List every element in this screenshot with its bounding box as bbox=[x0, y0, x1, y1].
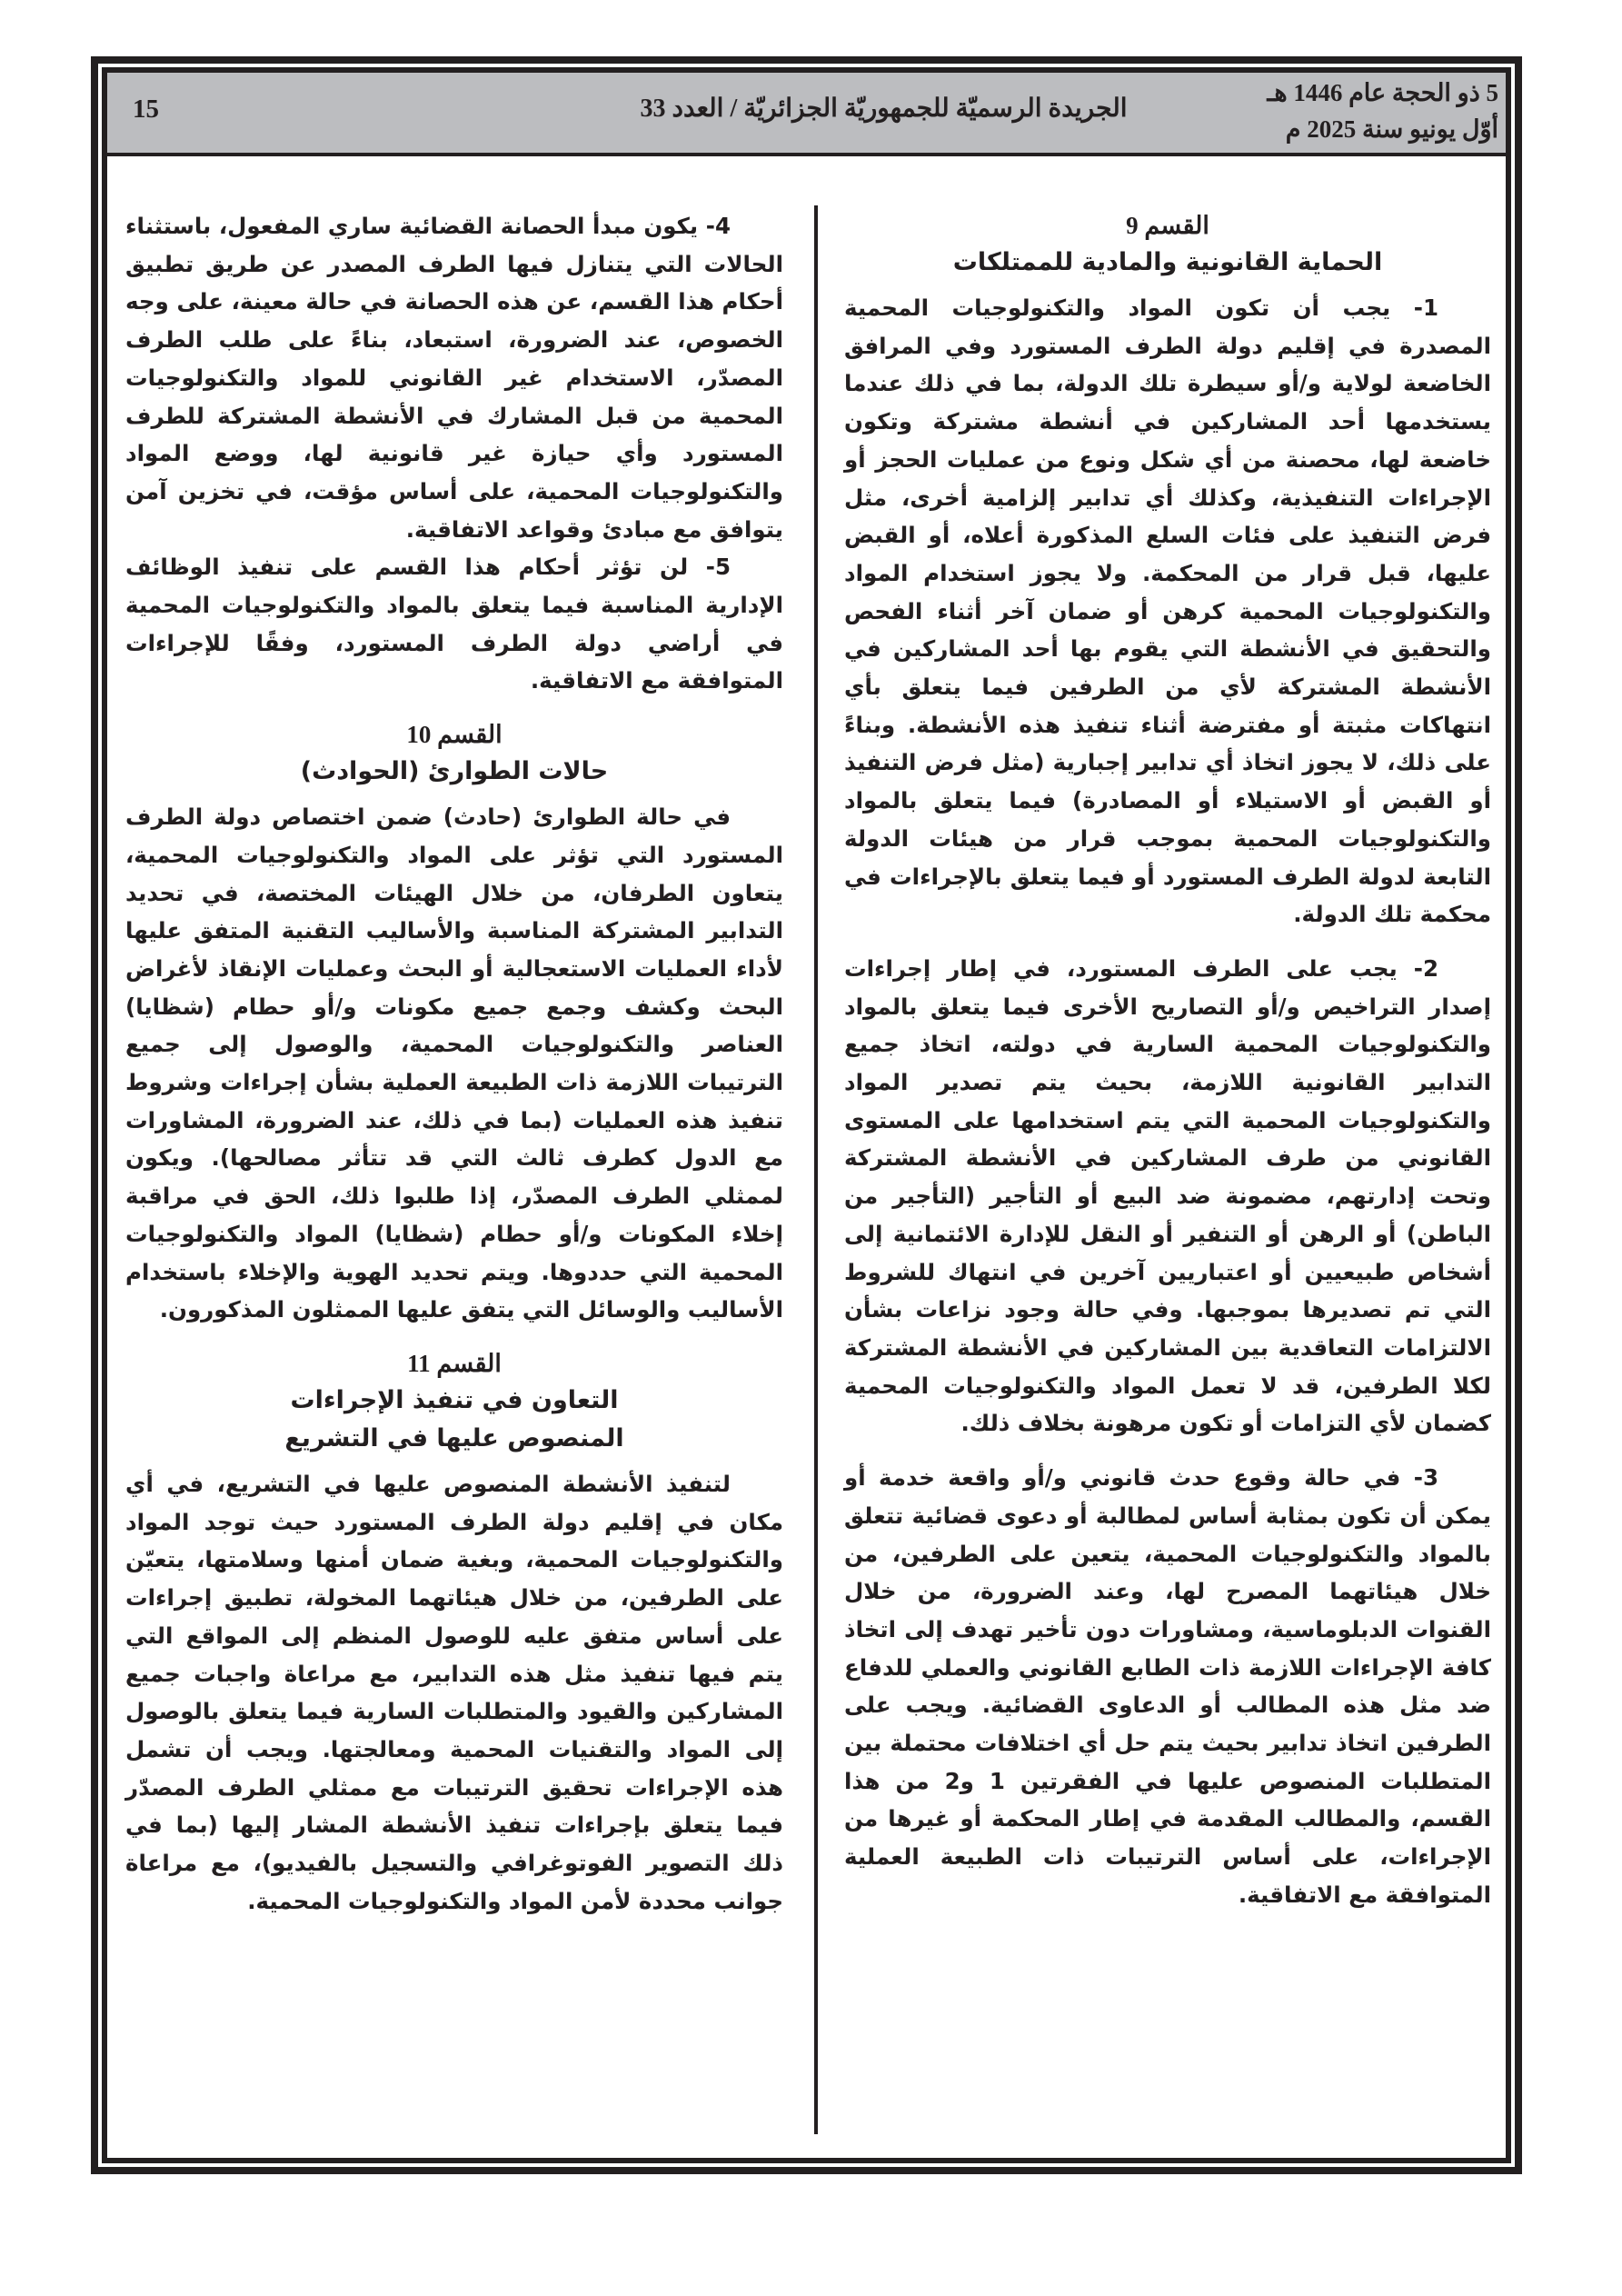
section-11-title-line-2: المنصوص عليها في التشريع bbox=[284, 1423, 624, 1452]
gazette-title-text: الجريدة الرسميّة للجمهوريّة الجزائريّة / العدد 33 bbox=[640, 95, 1128, 123]
section-9-title: الحماية القانونية والمادية للممتلكات bbox=[952, 248, 1383, 276]
section-11-number: القسم 11 bbox=[407, 1349, 502, 1377]
spacer bbox=[125, 1329, 783, 1345]
section-9-paragraph-1: 1- يجب أن تكون المواد والتكنولوجيات المحمية المصدرة في إقليم دولة الطرف المستورد وفي المرافق الخاضعة لولاية و/أو سيطرة تلك الدولة، بما في ذلك عندما يستخدمها أحد المشاركين في أنشطة مشتركة وتكون خاضعة لها، محصنة من أي شكل ونوع من عمليات الحجز أو الإجراءات التنفيذية، وكذلك أي تدابير إلزامية أخرى، مثل فرض التنفيذ على فئات السلع المذكورة أعلاه، أو القبض عليها، قبل قرار من المحكمة. ولا يجوز استخدام المواد والتكنولوجيات المحمية كرهن أو ضمان آخر أثناء الفحص والتحقيق في الأنشطة التي يقوم بها أحد المشاركين في الأنشطة المشتركة لأي من الطرفين فيما يتعلق بأي انتهاكات مثبتة أو مفترضة أثناء تنفيذ هذه الأنشطة. وبناءً على ذلك، لا يجوز اتخاذ أي تدابير إجبارية (مثل فرض التنفيذ أو القبض أو الاستيلاء أو المصادرة) فيما يتعلق بالمواد والتكنولوجيات المحمية بموجب قرار من هيئات الدولة التابعة لدولة الطرف المستورد أو فيما يتعلق بالإجراءات في محكمة تلك الدولة. bbox=[844, 294, 1491, 928]
left-column bbox=[125, 207, 783, 1920]
page-frame bbox=[91, 56, 1522, 2174]
section-9-paragraph-4: 4- يكون مبدأ الحصانة القضائية ساري المفعول، باستثناء الحالات التي يتنازل فيها الطرف المصدر عن طريق تطبيق أحكام هذا القسم، عن هذه الحصانة في حالة معينة، على وجه الخصوص، عند الضرورة، استبعاد، بناءً على طلب الطرف المصدّر، الاستخدام غير القانوني للمواد والتكنولوجيات المحمية من قبل المشارك في الأنشطة المشتركة للطرف المستورد وأي حيازة غير قانونية لها، ووضع المواد والتكنولوجيات المحمية، على أساس مؤقت، في تخزين آمن يتوافق مع مبادئ وقواعد الاتفاقية. bbox=[125, 213, 783, 543]
section-9-paragraph-5: 5- لن تؤثر أحكام هذا القسم على تنفيذ الوظائف الإدارية المناسبة فيما يتعلق بالمواد والتكنولوجيات المحمية في أراضي دولة الطرف المستورد، وفقًا للإجراءات المتوافقة مع الاتفاقية. bbox=[125, 554, 783, 694]
gazette-header bbox=[107, 73, 1506, 156]
section-10-title: حالات الطوارئ (الحوادث) bbox=[300, 757, 609, 786]
section-9-paragraph-2: 2- يجب على الطرف المستورد، في إطار إجراءات إصدار التراخيص و/أو التصاريح الأخرى فيما يتعلق بالمواد والتكنولوجيات المحمية السارية في دولته، اتخاذ جميع التدابير القانونية اللازمة، بحيث يتم تصدير المواد والتكنولوجيات المحمية التي يتم استخدامها على المستوى القانوني من طرف المشاركين في الأنشطة المشتركة وتحت إدارتهم، مضمونة ضد البيع أو التأجير (التأجير من الباطن) أو الرهن أو التنفير أو النقل للإدارة الائتمانية إلى أشخاص طبيعيين أو اعتباريين آخرين في انتهاك للشروط التي تم تصديرها بموجبها. وفي حالة وجود نزاعات بشأن الالتزامات التعاقدية بين المشاركين في الأنشطة المشتركة لكلا الطرفين، قد لا تعمل المواد والتكنولوجيات المحمية كضمان لأي التزامات أو تكون مرهونة بخلاف ذلك. bbox=[844, 954, 1491, 1437]
section-11-title-line-1: التعاون في تنفيذ الإجراءات bbox=[290, 1385, 619, 1414]
gazette-title bbox=[107, 93, 1506, 124]
column-divider bbox=[814, 205, 818, 2134]
right-column bbox=[844, 207, 1491, 1914]
section-10-paragraph-1: في حالة الطوارئ (حادث) ضمن اختصاص دولة الطرف المستورد التي تؤثر على المواد والتكنولوجيات المحمية، يتعاون الطرفان، من خلال الهيئات المختصة، في تحديد التدابير المشتركة المناسبة والأساليب التقنية المتفق عليها لأداء العمليات الاستعجالية أو البحث وعمليات الإنقاذ لأغراض البحث وكشف وجمع جميع مكونات و/أو حطام (شظايا) العناصر والتكنولوجيات المحمية، والوصول إلى جميع الترتيبات اللازمة ذات الطبيعة العملية بشأن إجراءات وشروط تنفيذ هذه العمليات (بما في ذلك، عند الضرورة، المشاورات مع الدول كطرف ثالث التي قد تتأثر مصالحها). ويكون لممثلي الطرف المصدّر، إذا طلبوا ذلك، الحق في مراقبة إخلاء المكونات و/أو حطام (شظايا) المواد والتكنولوجيات المحمية التي حددوها. ويتم تحديد الهوية والإخلاء باستخدام الأساليب والوسائل التي يتفق عليها الممثلون المذكورون. bbox=[125, 804, 783, 1323]
section-11-paragraph-1: لتنفيذ الأنشطة المنصوص عليها في التشريع، في أي مكان في إقليم دولة الطرف المستورد حيث توجد المواد والتكنولوجيات المحمية، وبغية ضمان أمنها وسلامتها، يتعيّن على الطرفين، من خلال هيئاتهما المخولة، تطبيق إجراءات على أساس متفق عليه للوصول المنظم إلى المواقع التي يتم فيها تنفيذ مثل هذه التدابير، مع مراعاة واجبات جميع المشاركين والقيود والمتطلبات السارية فيما يتعلق بالوصول إلى المواد والتقنيات المحمية ومعالجتها. ويجب أن تشمل هذه الإجراءات تحقيق الترتيبات مع ممثلي الطرف المصدّر فيما يتعلق بإجراءات تنفيذ الأنشطة المشار إليها (بما في ذلك التصوير الفوتوغرافي والتسجيل بالفيديو)، مع مراعاة جوانب محددة لأمن المواد والتكنولوجيات المحمية. bbox=[125, 1470, 783, 1914]
section-10-number: القسم 10 bbox=[406, 721, 503, 749]
section-9-number: القسم 9 bbox=[1126, 212, 1209, 239]
date-gregorian: أوّل يونيو سنة 2025 م bbox=[1285, 115, 1498, 143]
page-number: 15 bbox=[133, 95, 159, 124]
page-inner-frame bbox=[102, 67, 1511, 2163]
spacer bbox=[125, 700, 783, 716]
date-hijri: 5 ذو الحجة عام 1446 هـ bbox=[1267, 79, 1498, 106]
section-9-paragraph-3: 3- في حالة وقوع حدث قانوني و/أو واقعة خدمة أو يمكن أن تكون بمثابة أساس لمطالبة أو دعوى قضائية تتعلق بالمواد والتكنولوجيات المحمية، يتعين على الطرفين، من خلال هيئاتهما المصرح لها، وعند الضرورة، من خلال القنوات الدبلوماسية، ومشاورات دون تأخير تهدف إلى اتخاذ كافة الإجراءات اللازمة ذات الطابع القانوني والعملي للدفاع ضد مثل هذه المطالب أو الدعاوى القضائية. ويجب على الطرفين اتخاذ تدابير بحيث يتم حل أي اختلافات محتملة بين المتطلبات المنصوص عليها في الفقرتين 1 و2 من هذا القسم، والمطالب المقدمة في إطار المحكمة أو غيرها من الإجراءات، على أساس الترتيبات ذات الطبيعة العملية المتوافقة مع الاتفاقية. bbox=[844, 1464, 1491, 1908]
